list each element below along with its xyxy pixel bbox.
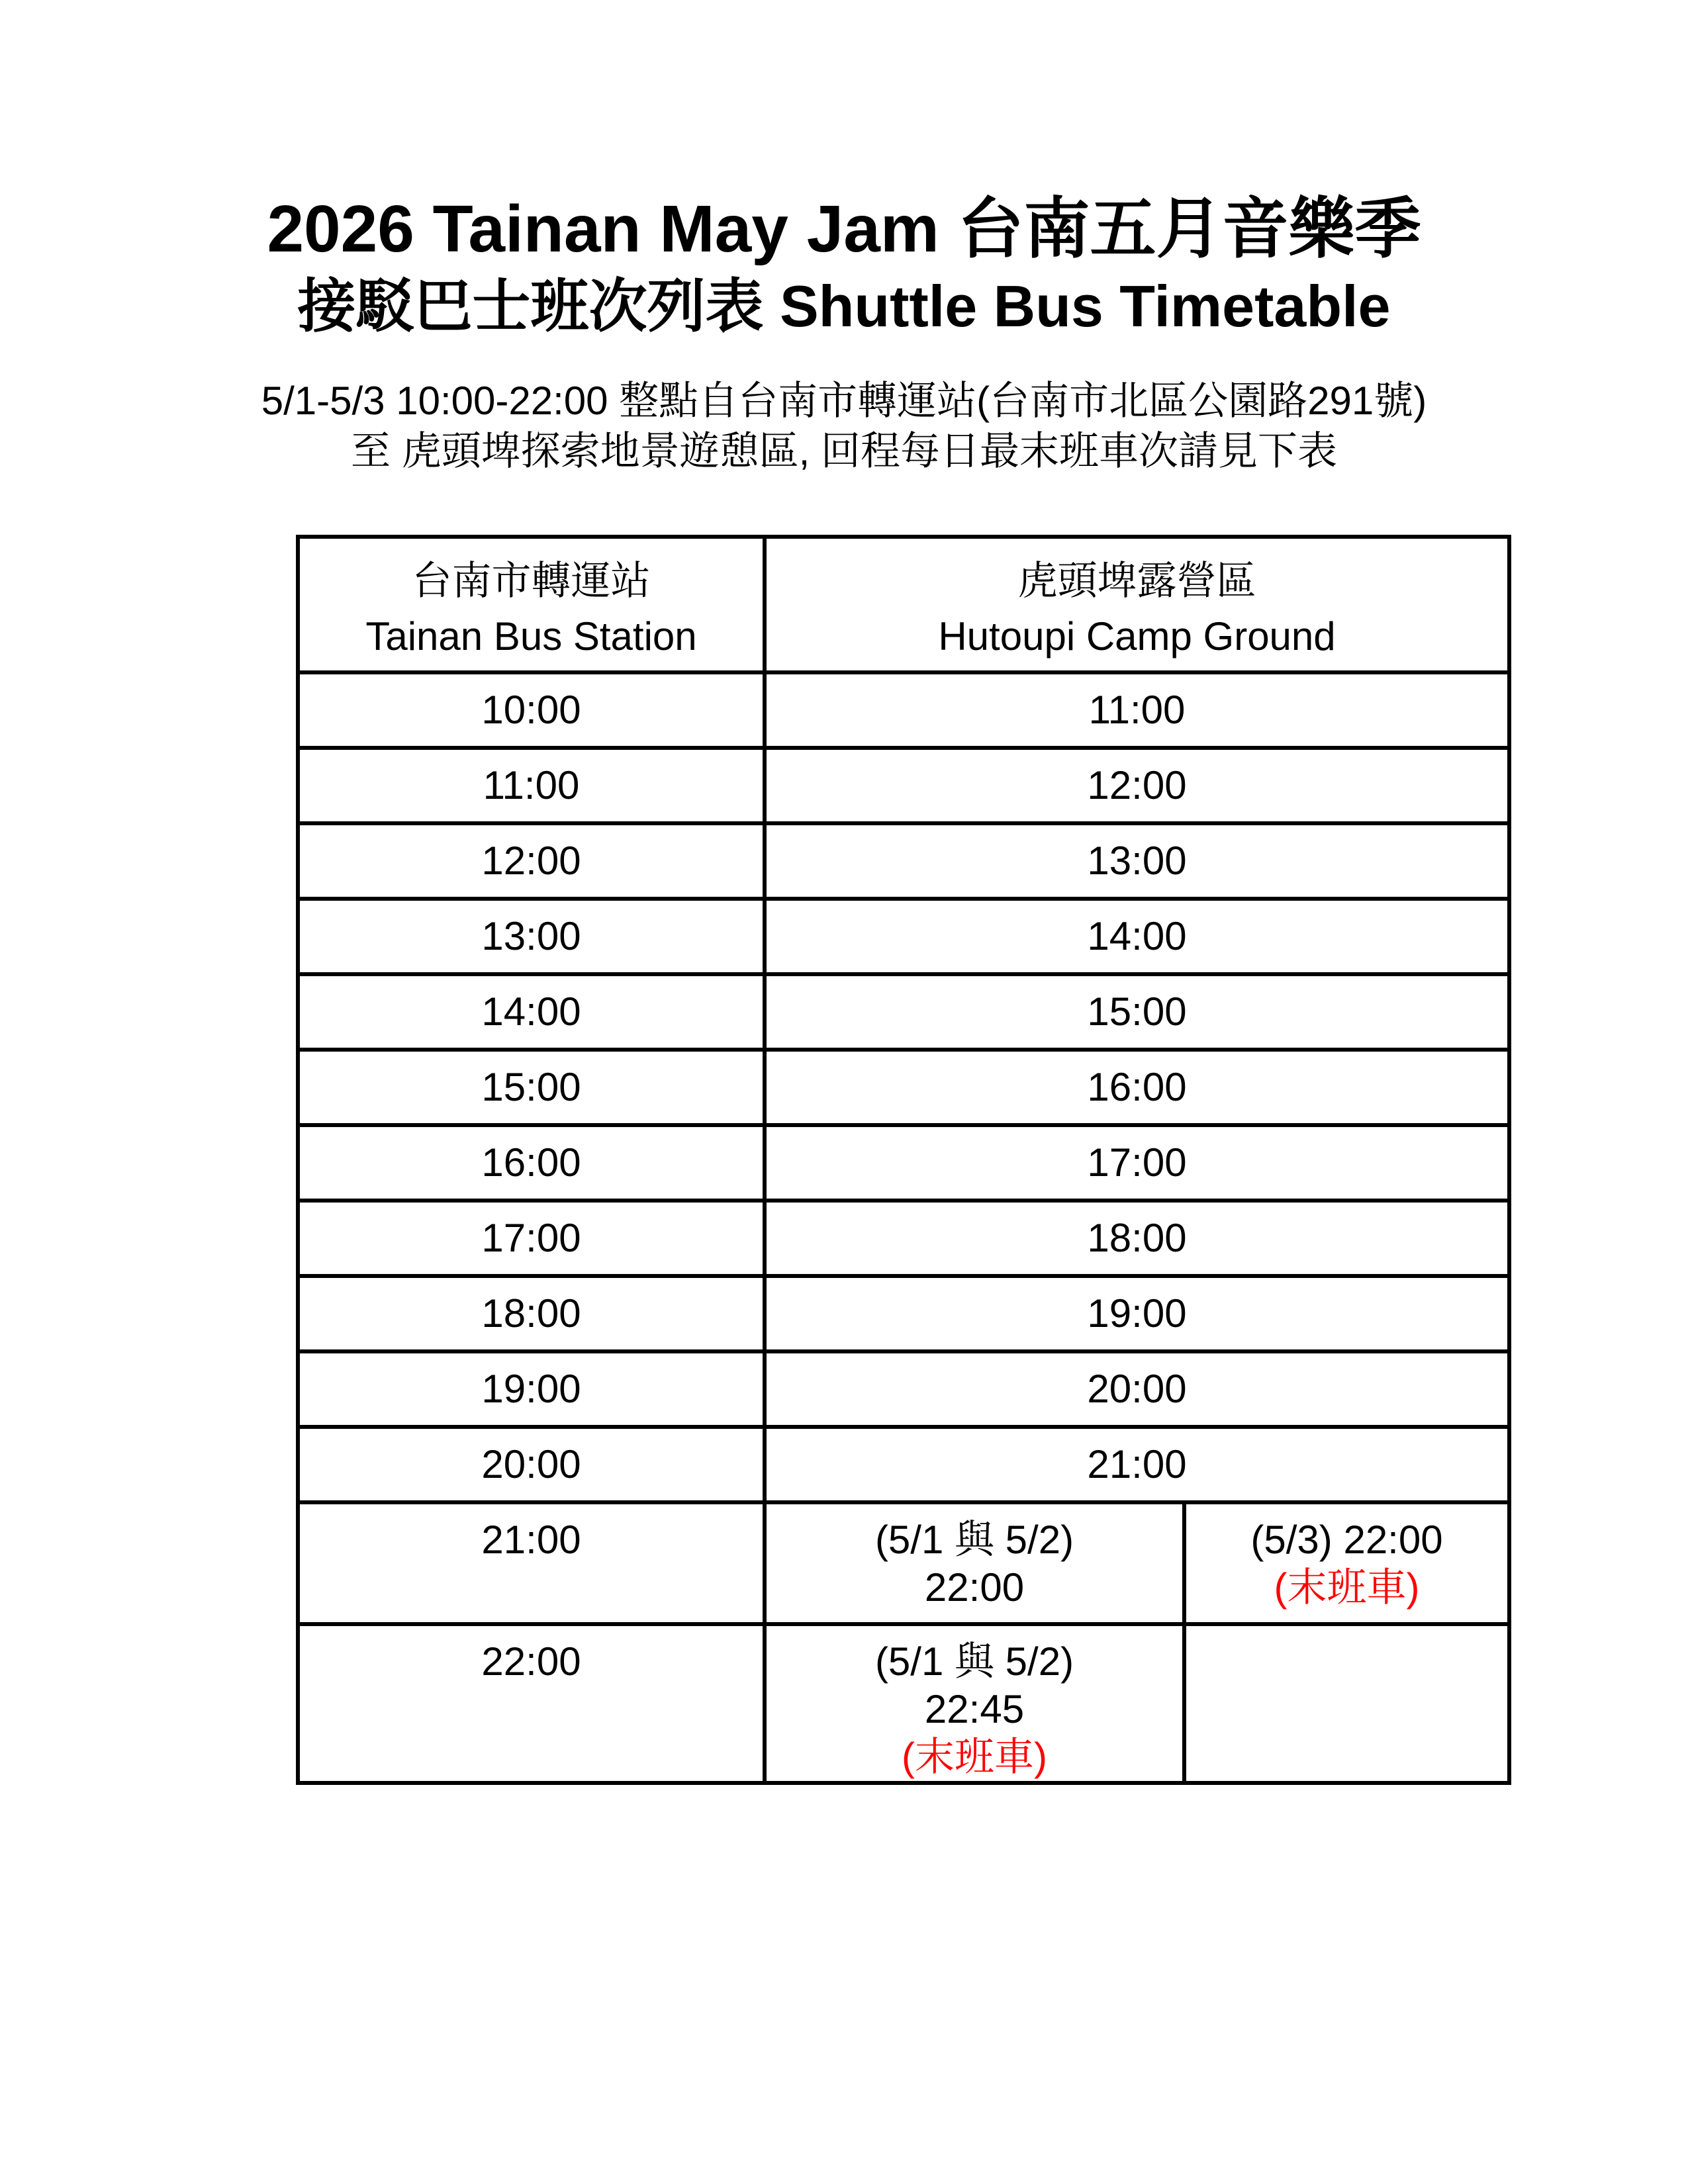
arrival-51-52-dates: (5/1 與 5/2)	[874, 1639, 1074, 1684]
arrival-time-cell: 21:00	[765, 1427, 1509, 1502]
departure-time-cell: 10:00	[298, 672, 765, 748]
table-row	[298, 823, 1509, 899]
shuttle-bus-timetable	[296, 535, 1511, 1785]
arrival-time-cell: 14:00	[765, 899, 1509, 974]
departure-time-cell: 13:00	[298, 899, 765, 974]
table-row	[298, 1125, 1509, 1201]
table-header-row	[298, 537, 1509, 672]
arrival-51-52-last-bus-cell	[765, 1624, 1184, 1783]
description-line-1: 5/1-5/3 10:00-22:00 整點自台南市轉運站(台南市北區公園路291號)	[261, 379, 1427, 423]
header-tainan-en: Tainan Bus Station	[365, 614, 697, 659]
arrival-51-52-cell	[765, 1502, 1184, 1624]
table-row	[298, 748, 1509, 823]
description-line-2: 至 虎頭埤探索地景遊憩區, 回程每日最末班車次請見下表	[350, 429, 1337, 473]
arrival-51-52-time: 22:00	[924, 1565, 1025, 1610]
arrival-time-cell: 17:00	[765, 1125, 1509, 1201]
arrival-51-52-dates: (5/1 與 5/2)	[874, 1518, 1074, 1562]
table-row-last-bus-53	[298, 1502, 1509, 1624]
departure-time-cell: 18:00	[298, 1276, 765, 1351]
table-row	[298, 1427, 1509, 1502]
header-hutoupi-en: Hutoupi Camp Ground	[938, 614, 1336, 659]
table-row	[298, 1351, 1509, 1427]
departure-time-cell: 15:00	[298, 1050, 765, 1125]
arrival-53-last-bus-cell	[1184, 1502, 1509, 1624]
last-bus-label: (末班車)	[902, 1735, 1047, 1779]
departure-time-cell: 19:00	[298, 1351, 765, 1427]
arrival-time-cell: 13:00	[765, 823, 1509, 899]
empty-cell	[1184, 1624, 1509, 1783]
arrival-time-cell: 20:00	[765, 1351, 1509, 1427]
arrival-time-cell: 18:00	[765, 1201, 1509, 1276]
departure-time-cell: 16:00	[298, 1125, 765, 1201]
table-row	[298, 899, 1509, 974]
arrival-time-cell: 11:00	[765, 672, 1509, 748]
schedule-description	[0, 376, 1688, 477]
departure-time-cell: 11:00	[298, 748, 765, 823]
header-tainan-zh: 台南市轉運站	[412, 559, 651, 603]
arrival-time-cell: 12:00	[765, 748, 1509, 823]
departure-time-cell: 20:00	[298, 1427, 765, 1502]
departure-time-cell: 21:00	[298, 1502, 765, 1624]
departure-time-cell: 14:00	[298, 974, 765, 1050]
last-bus-label: (末班車)	[1274, 1565, 1420, 1610]
arrival-53-time: (5/3) 22:00	[1250, 1518, 1443, 1562]
departure-time-cell: 17:00	[298, 1201, 765, 1276]
table-row-last-bus-51-52	[298, 1624, 1509, 1783]
arrival-time-cell: 16:00	[765, 1050, 1509, 1125]
table-row	[298, 974, 1509, 1050]
header-hutoupi-zh: 虎頭埤露營區	[1017, 559, 1256, 603]
page-subtitle: 接駁巴士班次列表 Shuttle Bus Timetable	[297, 273, 1391, 339]
arrival-time-cell: 19:00	[765, 1276, 1509, 1351]
page-title: 2026 Tainan May Jam 台南五月音樂季	[267, 192, 1421, 266]
table-row	[298, 1201, 1509, 1276]
arrival-time-cell: 15:00	[765, 974, 1509, 1050]
table-row	[298, 1050, 1509, 1125]
departure-time-cell: 22:00	[298, 1624, 765, 1783]
table-row	[298, 1276, 1509, 1351]
table-row	[298, 672, 1509, 748]
departure-time-cell: 12:00	[298, 823, 765, 899]
header-cell-hutoupi-camp	[765, 537, 1509, 672]
header-cell-tainan-station	[298, 537, 765, 672]
arrival-51-52-time: 22:45	[924, 1687, 1025, 1731]
